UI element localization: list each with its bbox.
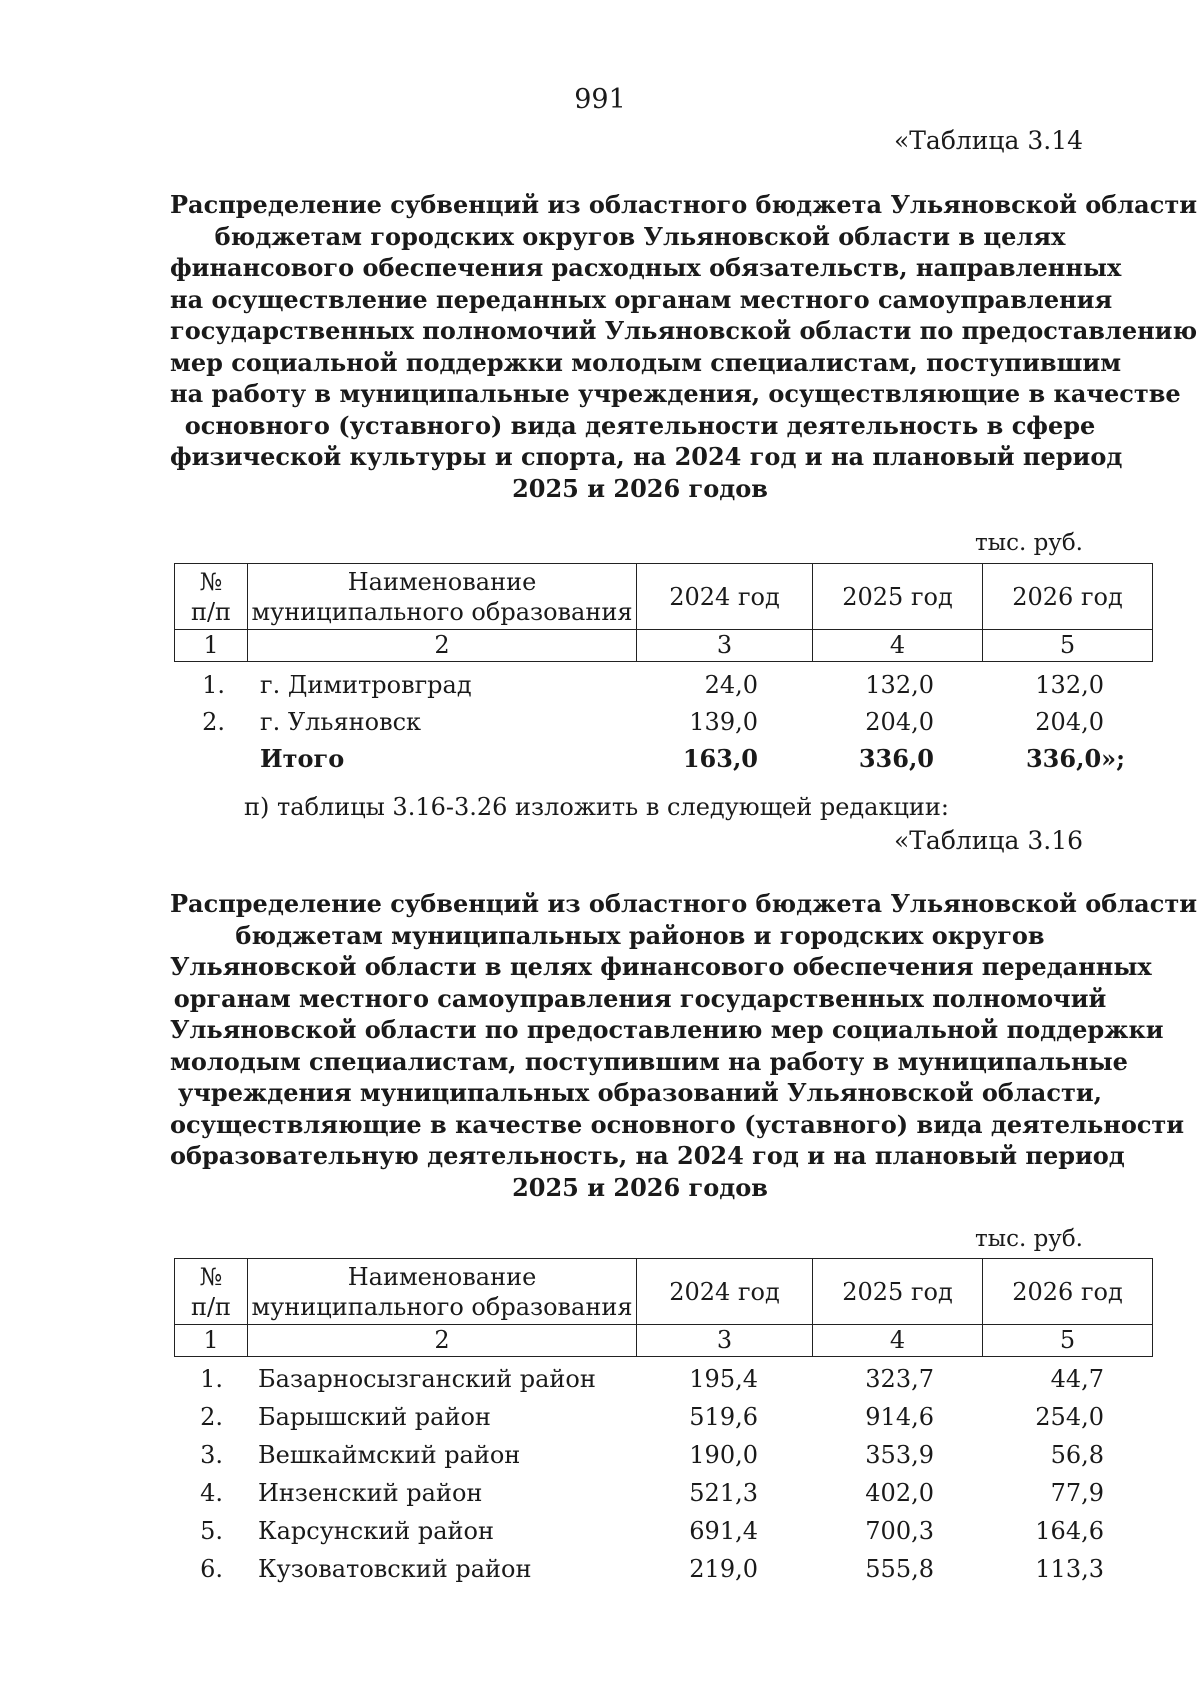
column-number: 4 — [813, 1325, 983, 1357]
table-row — [0, 1550, 1200, 1588]
row-name: г. Димитровград — [260, 671, 472, 699]
row-name: Барышский район — [258, 1403, 491, 1431]
value-2025: 353,9 — [865, 1441, 934, 1469]
page-number: 991 — [574, 84, 626, 115]
value-2025: 700,3 — [865, 1517, 934, 1545]
header-num-line: № — [199, 567, 223, 596]
row-name: Карсунский район — [258, 1517, 494, 1545]
row-index: 2. — [200, 1403, 223, 1431]
total-2025: 336,0 — [858, 744, 934, 773]
column-number: 3 — [637, 1325, 813, 1357]
title-line: Ульяновской области в целях финансового обеспечения переданных — [170, 952, 1152, 981]
table-header — [174, 563, 1153, 662]
row-index: 6. — [200, 1555, 223, 1583]
header-year-2024: 2024 год — [637, 564, 813, 630]
header-name-line: Наименование — [347, 1262, 537, 1291]
value-2025: 914,6 — [865, 1403, 934, 1431]
title-line: Распределение субвенций из областного бюджета Ульяновской области — [170, 889, 1197, 918]
column-number: 5 — [983, 630, 1153, 662]
title-line: органам местного самоуправления государственных полномочий — [173, 983, 1107, 1013]
table-total-row — [0, 740, 1200, 778]
row-index: 4. — [200, 1479, 223, 1507]
column-number: 1 — [175, 1325, 248, 1357]
title-line: государственных полномочий Ульяновской области по предоставлению — [170, 316, 1198, 345]
title-line: бюджетам муниципальных районов и городских округов — [235, 920, 1045, 950]
row-index: 3. — [200, 1441, 223, 1469]
title-line: Ульяновской области по предоставлению мер социальной поддержки — [170, 1015, 1164, 1044]
row-name: Кузоватовский район — [258, 1555, 532, 1583]
value-2026: 132,0 — [1035, 671, 1104, 699]
value-2025: 402,0 — [865, 1479, 934, 1507]
title-line: бюджетам городских округов Ульяновской области в целях — [214, 221, 1066, 251]
value-2025: 323,7 — [865, 1365, 934, 1393]
header-year-2026: 2026 год — [983, 564, 1153, 630]
column-number: 4 — [813, 630, 983, 662]
title-line: на осуществление переданных органам местного самоуправления — [170, 284, 1113, 314]
total-label: Итого — [260, 744, 345, 773]
header-year-2025: 2025 год — [813, 1259, 983, 1325]
column-number: 3 — [637, 630, 813, 662]
title-line: 2025 и 2026 годов — [512, 473, 768, 503]
header-num-line: п/п — [190, 1292, 232, 1321]
total-2024: 163,0 — [682, 744, 758, 773]
title-line: Распределение субвенций из областного бюджета Ульяновской области — [170, 190, 1197, 219]
table-row — [0, 1512, 1200, 1550]
value-2024: 691,4 — [689, 1517, 758, 1545]
title-line: образовательную деятельность, на 2024 год и на плановый период — [170, 1141, 1125, 1170]
title-line: мер социальной поддержки молодым специалистам, поступившим — [170, 347, 1122, 377]
title-line: осуществляющие в качестве основного (уставного) вида деятельности — [170, 1109, 1185, 1139]
row-name: Инзенский район — [258, 1479, 483, 1507]
table-row — [0, 703, 1200, 741]
table-title — [170, 888, 1197, 1203]
instruction-paragraph: п) таблицы 3.16-3.26 изложить в следующей редакции: — [244, 793, 949, 821]
table-title — [170, 189, 1198, 504]
value-2026: 164,6 — [1035, 1517, 1104, 1545]
row-index: 1. — [200, 1365, 223, 1393]
header-name — [248, 564, 637, 630]
row-index: 2. — [202, 708, 225, 736]
header-num — [175, 1259, 248, 1325]
table-header — [174, 1258, 1153, 1357]
value-2024: 195,4 — [689, 1365, 758, 1393]
value-2026: 56,8 — [1050, 1441, 1104, 1469]
row-name: Базарносызганский район — [258, 1365, 596, 1393]
row-index: 5. — [200, 1517, 223, 1545]
value-2026: 77,9 — [1050, 1479, 1104, 1507]
units-label: тыс. руб. — [975, 1226, 1083, 1252]
value-2024: 219,0 — [689, 1555, 758, 1583]
title-line: 2025 и 2026 годов — [512, 1172, 768, 1202]
column-number: 2 — [248, 1325, 637, 1357]
table-row — [0, 1398, 1200, 1436]
title-line: учреждения муниципальных образований Ульяновской области, — [178, 1078, 1102, 1107]
row-name: г. Ульяновск — [260, 708, 422, 736]
header-year-2025: 2025 год — [813, 564, 983, 630]
table-reference: «Таблица 3.14 — [893, 126, 1083, 155]
value-2024: 519,6 — [689, 1403, 758, 1431]
value-2025: 555,8 — [865, 1555, 934, 1583]
value-2026: 254,0 — [1035, 1403, 1104, 1431]
table-row — [0, 666, 1200, 704]
row-index: 1. — [202, 671, 225, 699]
header-year-2026: 2026 год — [983, 1259, 1153, 1325]
header-num — [175, 564, 248, 630]
value-2024: 190,0 — [689, 1441, 758, 1469]
table-row — [0, 1436, 1200, 1474]
table-row — [0, 1360, 1200, 1398]
units-label: тыс. руб. — [975, 530, 1083, 556]
table-row — [0, 1474, 1200, 1512]
value-2025: 132,0 — [865, 671, 934, 699]
header-name — [248, 1259, 637, 1325]
header-num-line: п/п — [190, 597, 232, 626]
header-year-2024: 2024 год — [637, 1259, 813, 1325]
title-line: финансового обеспечения расходных обязательств, направленных — [170, 253, 1122, 282]
value-2026: 204,0 — [1035, 708, 1104, 736]
title-line: физической культуры и спорта, на 2024 год и на плановый период — [170, 442, 1123, 471]
row-name: Вешкаймский район — [258, 1441, 521, 1469]
header-name-line: муниципального образования — [251, 597, 633, 626]
value-2026: 44,7 — [1050, 1365, 1104, 1393]
total-2026: 336,0»; — [1025, 744, 1125, 773]
title-line: молодым специалистам, поступившим на работу в муниципальные — [170, 1046, 1128, 1076]
table-reference: «Таблица 3.16 — [893, 826, 1083, 855]
value-2024: 521,3 — [689, 1479, 758, 1507]
value-2024: 24,0 — [704, 671, 758, 699]
column-number: 5 — [983, 1325, 1153, 1357]
column-number: 2 — [248, 630, 637, 662]
title-line: основного (уставного) вида деятельности деятельность в сфере — [184, 410, 1096, 440]
value-2024: 139,0 — [689, 708, 758, 736]
header-num-line: № — [199, 1262, 223, 1291]
column-number: 1 — [175, 630, 248, 662]
header-name-line: муниципального образования — [251, 1292, 633, 1321]
title-line: на работу в муниципальные учреждения, осуществляющие в качестве — [170, 379, 1181, 408]
header-name-line: Наименование — [347, 567, 537, 596]
value-2026: 113,3 — [1035, 1555, 1104, 1583]
value-2025: 204,0 — [865, 708, 934, 736]
